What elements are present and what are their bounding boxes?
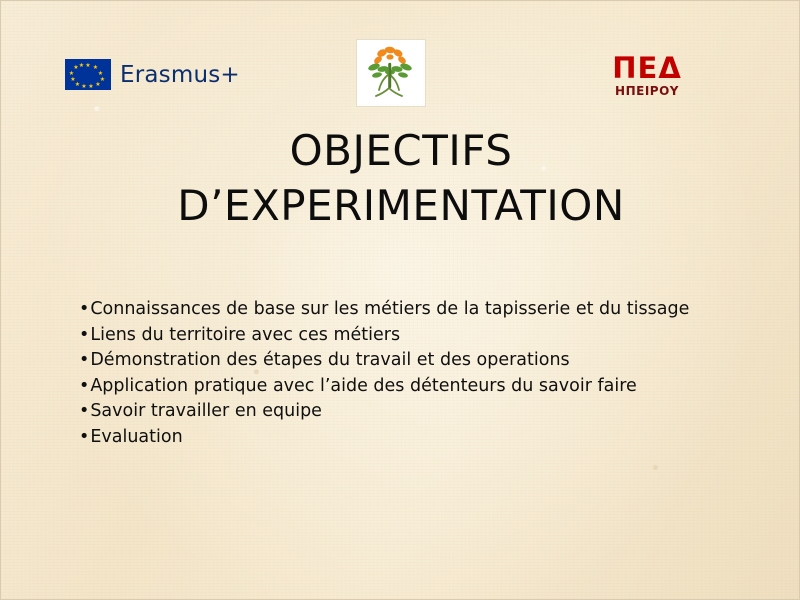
ped-main-label: ΠΕΔ: [612, 51, 682, 85]
list-item: [79, 297, 759, 323]
bullet-marker: •: [79, 401, 90, 421]
bullet-marker: •: [79, 299, 90, 319]
list-item: [79, 323, 759, 349]
tree-logo-icon: [357, 40, 423, 104]
bullet-marker: •: [79, 426, 90, 447]
list-item-label: Liens du territoire avec ces métiers: [90, 324, 401, 345]
bullet-marker: •: [79, 375, 90, 396]
logo-row: [1, 39, 799, 109]
tree-logo: [356, 39, 426, 107]
list-item: [79, 399, 759, 425]
list-item-label: Savoir travailler en equipe: [90, 401, 322, 421]
list-item-label: Evaluation: [90, 426, 183, 447]
list-item-label: Connaissances de base sur les métiers de la tapisserie et du tissage: [90, 299, 690, 319]
eu-flag-icon: ★ ★ ★ ★ ★ ★ ★ ★ ★ ★ ★ ★: [65, 59, 111, 90]
list-item-label: Démonstration des étapes du travail et des operations: [90, 350, 570, 370]
bullet-marker: •: [79, 350, 90, 370]
ped-ipirou-logo: [599, 53, 695, 99]
list-item: [79, 348, 759, 374]
slide-title: [61, 123, 741, 234]
list-item-label: Application pratique avec l’aide des détenteurs du savoir faire: [90, 375, 637, 396]
slide-title-line-2: D’EXPERIMENTATION: [177, 181, 625, 231]
erasmus-plus-label: Erasmus+: [120, 61, 240, 88]
list-item: [79, 425, 759, 451]
bullet-marker: •: [79, 324, 90, 345]
slide-title-line-1: OBJECTIFS: [289, 126, 513, 175]
list-item: [79, 374, 759, 400]
slide-bullet-list: [79, 297, 759, 450]
ped-sub-label: ΗΠΕΙΡΟΥ: [615, 84, 679, 98]
erasmus-plus-logo: [65, 59, 240, 90]
